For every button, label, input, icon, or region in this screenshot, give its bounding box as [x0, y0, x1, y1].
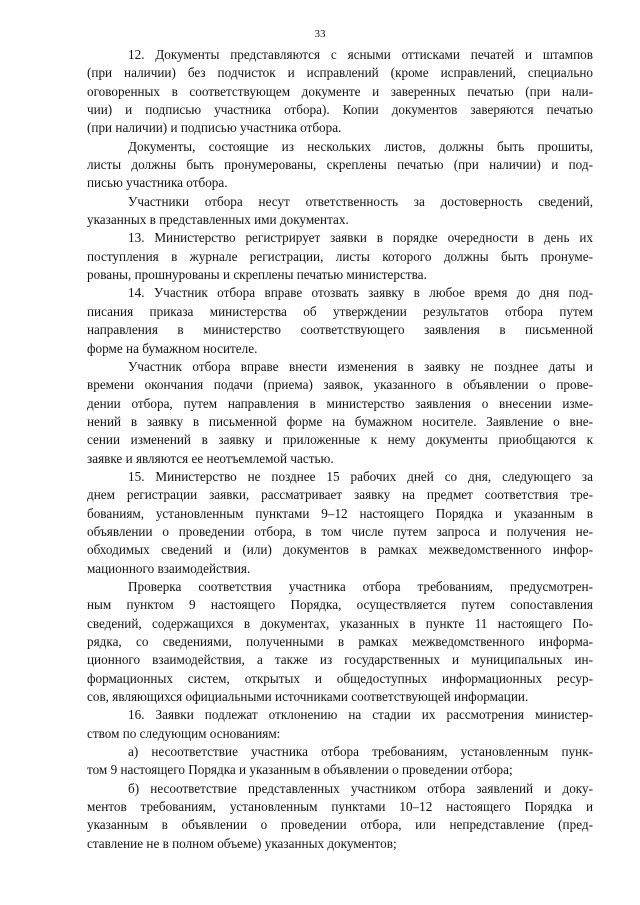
paragraph: [87, 780, 593, 853]
text-line: сведений, содержащихся в документах, указанных в пункте 11 настоящего По-: [87, 615, 593, 631]
text-line: объявлении о проведении отбора, в том числе путем запроса и получения не-: [87, 523, 593, 539]
text-line: том 9 настоящего Порядка и указанным в объявлении о проведении отбора;: [87, 762, 513, 778]
text-line: Документы, состоящие из нескольких листов, должны быть прошиты,: [128, 138, 593, 154]
text-line: мационного взаимодействия.: [87, 560, 251, 576]
text-line: ставление не в полном объеме) указанных документов;: [87, 835, 397, 851]
paragraph: [87, 743, 593, 780]
text-line: 15. Министерство не позднее 15 рабочих дней со дня, следующего за: [128, 468, 593, 484]
text-line: формационных систем, открытых и общедоступных информационных ресур-: [87, 670, 593, 686]
text-line: указанным в объявлении о проведении отбора, или непредставление (пред-: [87, 817, 593, 833]
text-line: б) несоответствие представленных участником отбора заявлений и доку-: [128, 780, 593, 796]
text-line: форме на бумажном носителе.: [87, 340, 258, 356]
text-line: писью участника отбора.: [87, 175, 228, 191]
text-line: 12. Документы представляются с ясными оттисками печатей и штампов: [128, 47, 593, 62]
text-line: Участники отбора несут ответственность за достоверность сведений,: [128, 193, 593, 209]
text-line: Участник отбора вправе внести изменения в заявку не позднее даты и: [128, 358, 593, 374]
text-line: чии) и подписью участника отбора). Копии документов заверяются печатью: [87, 102, 593, 118]
text-line: 14. Участник отбора вправе отозвать заявку в любое время до дня под-: [128, 285, 593, 301]
text-line: ством по следующим основаниям:: [87, 725, 281, 741]
text-line: ционного взаимодействия, а также из государственных и муниципальных ин-: [87, 652, 593, 668]
text-line: нений в заявку в письменной форме на бумажном носителе. Заявление о вне-: [87, 413, 593, 429]
paragraph: [87, 193, 593, 230]
text-line: рованы, прошнурованы и скреплены печатью министерства.: [87, 267, 427, 283]
text-line: указанных в представленных ими документах.: [87, 212, 349, 228]
text-line: Проверка соответствия участника отбора требованиям, предусмотрен-: [128, 578, 593, 594]
text-line: писания приказа министерства об утверждении результатов отбора путем: [87, 303, 593, 319]
text-line: оговоренных в соответствующем документе и заверенных печатью (при нали-: [87, 83, 593, 99]
text-line: а) несоответствие участника отбора требованиям, установленным пунк-: [128, 744, 593, 760]
text-line: заявке и являются ее неотъемлемой частью.: [87, 450, 334, 466]
paragraph: [87, 468, 593, 578]
text-line: рядка, со сведениями, полученными в рамках межведомственного информа-: [87, 634, 593, 649]
paragraph: [87, 284, 593, 357]
text-line: ментов требованиям, установленным пунктами 10–12 настоящего Порядка и: [87, 799, 593, 815]
text-line: сов, являющихся официальными источниками соответствующей информации.: [87, 689, 529, 705]
text-line: 13. Министерство регистрирует заявки в порядке очередности в день их: [128, 230, 593, 246]
paragraph: [87, 578, 593, 706]
paragraph: [87, 138, 593, 193]
text-line: листы должны быть пронумерованы, скреплены печатью (при наличии) и под-: [87, 157, 593, 173]
text-line: (при наличии) без подчисток и исправлений (кроме исправлений, специально: [87, 65, 593, 81]
paragraph: [87, 229, 593, 284]
text-line: бованиям, установленным пунктами 9–12 настоящего Порядка и указанным в: [87, 505, 593, 521]
text-line: ным пунктом 9 настоящего Порядка, осуществляется путем сопоставления: [87, 597, 593, 613]
document-body: [87, 46, 593, 853]
text-line: направления в министерство соответствующего заявления в письменной: [87, 322, 593, 338]
text-line: обходимых сведений и (или) документов в рамках межведомственного инфор-: [87, 542, 593, 558]
text-line: времени окончания подачи (приема) заявок, указанного в объявлении о прове-: [87, 377, 593, 393]
text-line: поступления в журнале регистрации, листы которого должны быть пронуме-: [87, 248, 593, 264]
text-line: сении изменений в заявку и приложенные к нему документы приобщаются к: [87, 432, 593, 448]
text-line: днем регистрации заявки, рассматривает заявку на предмет соответствия тре-: [87, 487, 593, 503]
text-line: 16. Заявки подлежат отклонению на стадии их рассмотрения министер-: [128, 707, 593, 723]
page-number: 33: [314, 28, 326, 40]
paragraph: [87, 46, 593, 138]
text-line: (при наличии) и подписью участника отбора.: [87, 120, 342, 136]
text-line: дении отбора, путем направления в министерство заявления о внесении изме-: [87, 395, 593, 411]
paragraph: [87, 706, 593, 743]
paragraph: [87, 358, 593, 468]
